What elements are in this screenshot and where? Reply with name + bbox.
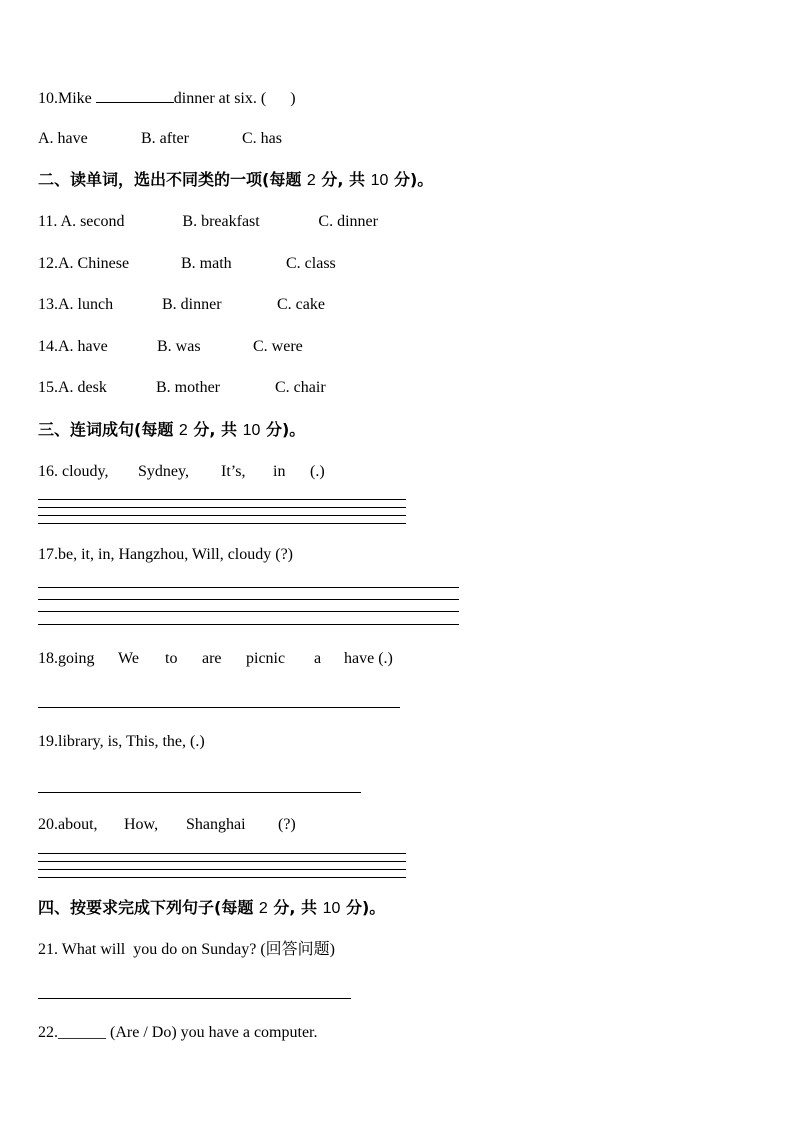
question-number: 18 bbox=[38, 650, 54, 667]
answer-line[interactable] bbox=[38, 861, 406, 862]
question-22 bbox=[38, 1023, 317, 1043]
word: a bbox=[314, 650, 322, 667]
heading-number: 10 bbox=[370, 172, 389, 189]
option-b[interactable]: B. after bbox=[141, 130, 189, 147]
option-a[interactable]: A. have bbox=[38, 130, 88, 147]
answer-line[interactable] bbox=[38, 507, 406, 508]
heading-text: 四、按要求完成下列句子(每题 bbox=[38, 898, 259, 917]
answer-blank[interactable]: .______ bbox=[54, 1024, 106, 1041]
question-number: 13 bbox=[38, 296, 54, 313]
answer-line[interactable] bbox=[38, 523, 406, 524]
option-c[interactable]: C. cake bbox=[277, 296, 325, 313]
word: picnic bbox=[246, 650, 286, 667]
question-14 bbox=[38, 337, 303, 357]
heading-text: 分)。 bbox=[340, 898, 386, 917]
word: It’s, bbox=[221, 463, 246, 480]
heading-number: 2 bbox=[258, 900, 268, 917]
question-15 bbox=[38, 378, 326, 398]
word: in bbox=[273, 463, 286, 480]
option-c[interactable]: C. dinner bbox=[318, 213, 378, 230]
option-c[interactable]: C. chair bbox=[275, 379, 326, 396]
word: (.) bbox=[310, 463, 325, 480]
question-10 bbox=[38, 87, 296, 109]
question-number: 10. bbox=[38, 90, 58, 107]
answer-line[interactable] bbox=[38, 792, 361, 793]
question-19 bbox=[38, 732, 205, 752]
question-12 bbox=[38, 254, 336, 274]
question-text: . What will you do on Sunday? (回答问题) bbox=[54, 941, 336, 958]
question-20 bbox=[38, 815, 296, 835]
question-10-options bbox=[38, 129, 282, 149]
question-13 bbox=[38, 295, 325, 315]
option-c[interactable]: C. has bbox=[242, 130, 282, 147]
answer-line[interactable] bbox=[38, 877, 406, 878]
option-b[interactable]: B. mother bbox=[156, 379, 220, 396]
answer-line[interactable] bbox=[38, 611, 459, 612]
word: Sydney, bbox=[138, 463, 189, 480]
question-text: (Are / Do) you have a computer. bbox=[106, 1024, 318, 1041]
option-c[interactable]: C. were bbox=[253, 338, 303, 355]
heading-text: 二、读单词，选出不同类的一项(每题 bbox=[38, 170, 307, 189]
section-3-heading bbox=[38, 420, 305, 441]
heading-text: 分)。 bbox=[260, 420, 306, 439]
word: Shanghai bbox=[186, 816, 246, 833]
word: to bbox=[165, 650, 178, 667]
option-a[interactable]: .A. lunch bbox=[54, 296, 114, 313]
answer-line[interactable] bbox=[38, 587, 459, 588]
answer-line[interactable] bbox=[38, 624, 459, 625]
heading-text: 分, 共 bbox=[187, 420, 243, 439]
question-number: 14 bbox=[38, 338, 54, 355]
heading-number: 10 bbox=[242, 422, 261, 439]
word: have (.) bbox=[344, 650, 393, 667]
word: .going bbox=[54, 650, 95, 667]
word: are bbox=[202, 650, 222, 667]
question-21 bbox=[38, 940, 335, 960]
question-number: 15 bbox=[38, 379, 54, 396]
question-number: 16 bbox=[38, 463, 54, 480]
question-number: 22 bbox=[38, 1024, 54, 1041]
heading-number: 2 bbox=[306, 172, 316, 189]
answer-line[interactable] bbox=[38, 707, 400, 708]
question-text: Mike bbox=[58, 90, 96, 107]
word: (?) bbox=[278, 816, 296, 833]
question-number: 19 bbox=[38, 733, 54, 750]
answer-line[interactable] bbox=[38, 998, 351, 999]
heading-text: 分)。 bbox=[388, 170, 434, 189]
question-number: 21 bbox=[38, 941, 54, 958]
option-b[interactable]: B. breakfast bbox=[182, 213, 260, 230]
answer-line[interactable] bbox=[38, 599, 459, 600]
question-text: .library, is, This, the, (.) bbox=[54, 733, 205, 750]
heading-number: 2 bbox=[178, 422, 188, 439]
question-number: 17 bbox=[38, 546, 54, 563]
answer-line[interactable] bbox=[38, 499, 406, 500]
option-a[interactable]: .A. desk bbox=[54, 379, 107, 396]
option-b[interactable]: B. dinner bbox=[162, 296, 222, 313]
question-17 bbox=[38, 545, 293, 565]
question-number: 11 bbox=[38, 213, 54, 230]
question-11 bbox=[38, 212, 378, 232]
word: . cloudy, bbox=[54, 463, 109, 480]
option-b[interactable]: B. math bbox=[181, 255, 232, 272]
option-b[interactable]: B. was bbox=[157, 338, 201, 355]
option-a[interactable]: .A. have bbox=[54, 338, 108, 355]
question-text: dinner at six. ( ) bbox=[173, 90, 296, 107]
heading-text: 三、连词成句(每题 bbox=[38, 420, 179, 439]
question-number: 12 bbox=[38, 255, 54, 272]
answer-line[interactable] bbox=[38, 515, 406, 516]
option-a[interactable]: .A. Chinese bbox=[54, 255, 130, 272]
option-a[interactable]: . A. second bbox=[53, 213, 125, 230]
question-number: 20 bbox=[38, 816, 54, 833]
option-c[interactable]: C. class bbox=[286, 255, 336, 272]
word: How, bbox=[124, 816, 159, 833]
question-text: .be, it, in, Hangzhou, Will, cloudy (?) bbox=[54, 546, 294, 563]
heading-number: 10 bbox=[322, 900, 341, 917]
section-2-heading bbox=[38, 170, 433, 191]
answer-line[interactable] bbox=[38, 869, 406, 870]
answer-line[interactable] bbox=[38, 853, 406, 854]
question-16 bbox=[38, 462, 325, 482]
section-4-heading bbox=[38, 898, 385, 919]
question-18 bbox=[38, 649, 393, 669]
word: We bbox=[118, 650, 139, 667]
heading-text: 分, 共 bbox=[315, 170, 371, 189]
heading-text: 分, 共 bbox=[267, 898, 323, 917]
answer-blank[interactable] bbox=[96, 87, 174, 103]
word: .about, bbox=[54, 816, 98, 833]
